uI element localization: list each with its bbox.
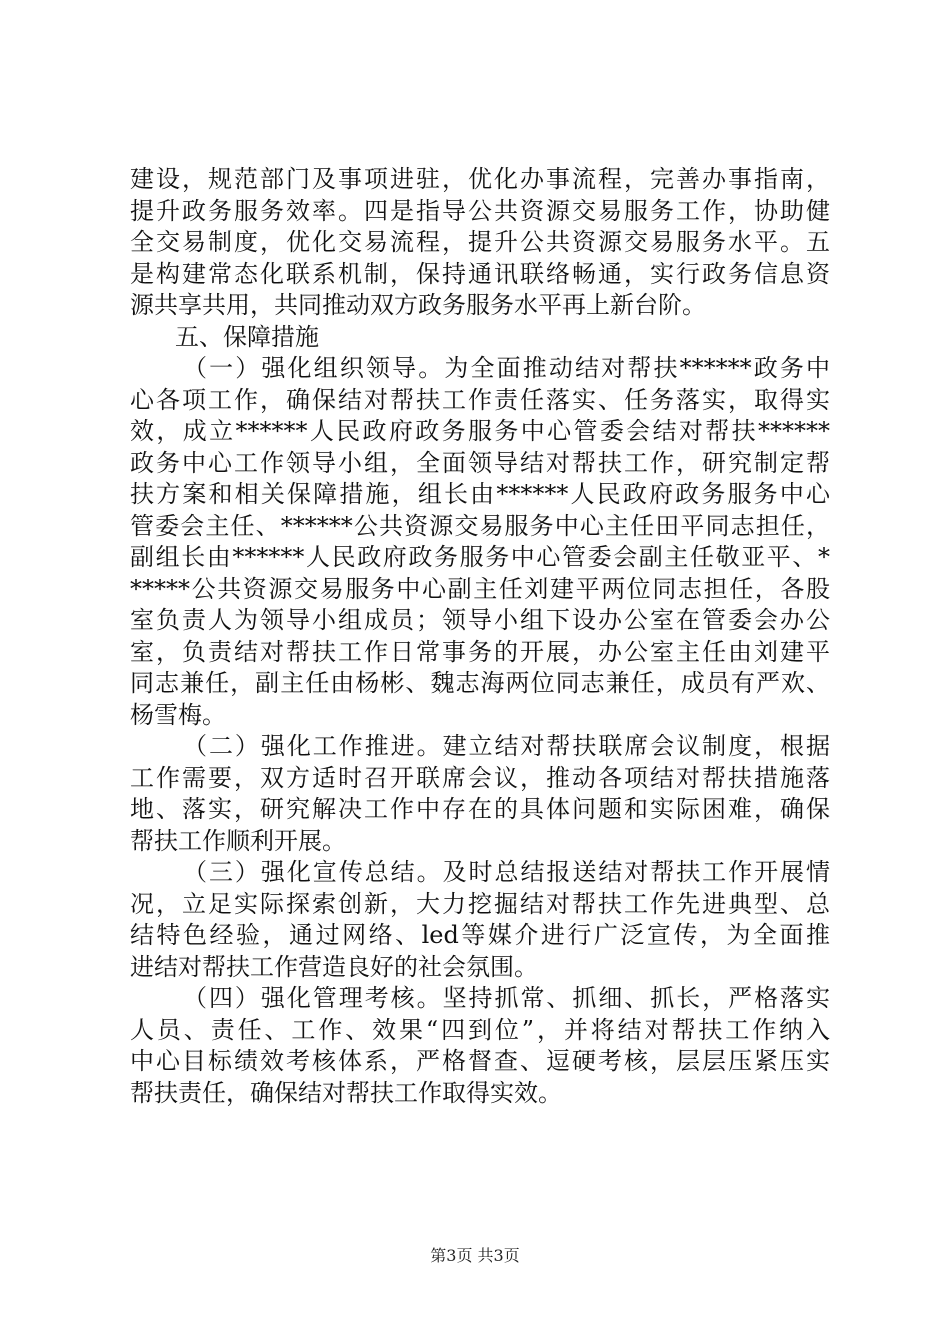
paragraph-first-line: （四）强化管理考核。坚持抓常、抓细、抓长，严格落实: [183, 984, 830, 1012]
paragraph-first-line: （二）强化工作推进。建立结对帮扶联席会议制度，根据: [183, 732, 830, 760]
paragraph-first-line: （三）强化宣传总结。及时总结报送结对帮扶工作开展情: [183, 858, 830, 886]
text-line: 建设，规范部门及事项进驻，优化办事流程，完善办事指南，: [130, 165, 830, 193]
text-line: 帮扶工作顺利开展。: [130, 826, 346, 855]
text-line: 效，成立******人民政府政务服务中心管委会结对帮扶******: [130, 417, 830, 445]
text-line: 室负责人为领导小组成员；领导小组下设办公室在管委会办公: [130, 606, 830, 634]
text-line: 同志兼任，副主任由杨彬、魏志海两位同志兼任，成员有严欢、: [130, 669, 830, 697]
section-heading: 五、保障措施: [175, 322, 319, 351]
text-line: 扶方案和相关保障措施，组长由******人民政府政务服务中心: [130, 480, 830, 508]
text-line: 中心目标绩效考核体系，严格督查、逗硬考核，层层压紧压实: [130, 1047, 830, 1075]
text-line: 政务中心工作领导小组，全面领导结对帮扶工作，研究制定帮: [130, 448, 830, 477]
text-line: 工作需要，双方适时召开联席会议，推动各项结对帮扶措施落: [130, 763, 830, 792]
page-number-footer: 第3页 共3页: [430, 1246, 520, 1265]
text-line: 人员、责任、工作、效果“四到位”，并将结对帮扶工作纳入: [130, 1015, 830, 1044]
text-line: 是构建常态化联系机制，保持通讯联络畅通，实行政务信息资: [130, 259, 830, 288]
text-line: 进结对帮扶工作营造良好的社会氛围。: [130, 952, 538, 981]
text-line: 地、落实，研究解决工作中存在的具体问题和实际困难，确保: [130, 795, 830, 823]
text-line: 副组长由******人民政府政务服务中心管委会副主任敬亚平、*: [130, 543, 830, 571]
text-line: 室，负责结对帮扶工作日常事务的开展，办公室主任由刘建平: [130, 637, 830, 666]
text-line: 帮扶责任，确保结对帮扶工作取得实效。: [130, 1078, 562, 1107]
text-line: 杨雪梅。: [130, 700, 226, 729]
text-line: 结特色经验，通过网络、led等媒介进行广泛宣传，为全面推: [130, 921, 830, 949]
text-line: 提升政务服务效率。四是指导公共资源交易服务工作，协助健: [130, 196, 830, 225]
text-line: 源共享共用，共同推动双方政务服务水平再上新台阶。: [130, 291, 706, 319]
text-line: 管委会主任、******公共资源交易服务中心主任田平同志担任，: [130, 511, 830, 540]
document-body: [130, 164, 830, 1109]
text-line: *****公共资源交易服务中心副主任刘建平两位同志担任，各股: [130, 574, 830, 603]
text-line: 心各项工作，确保结对帮扶工作责任落实、任务落实，取得实: [130, 385, 830, 414]
text-line: 全交易制度，优化交易流程，提升公共资源交易服务水平。五: [130, 228, 830, 256]
text-line: 况，立足实际探索创新，大力挖掘结对帮扶工作先进典型、总: [130, 889, 830, 918]
paragraph-first-line: （一）强化组织领导。为全面推动结对帮扶******政务中: [183, 354, 830, 382]
